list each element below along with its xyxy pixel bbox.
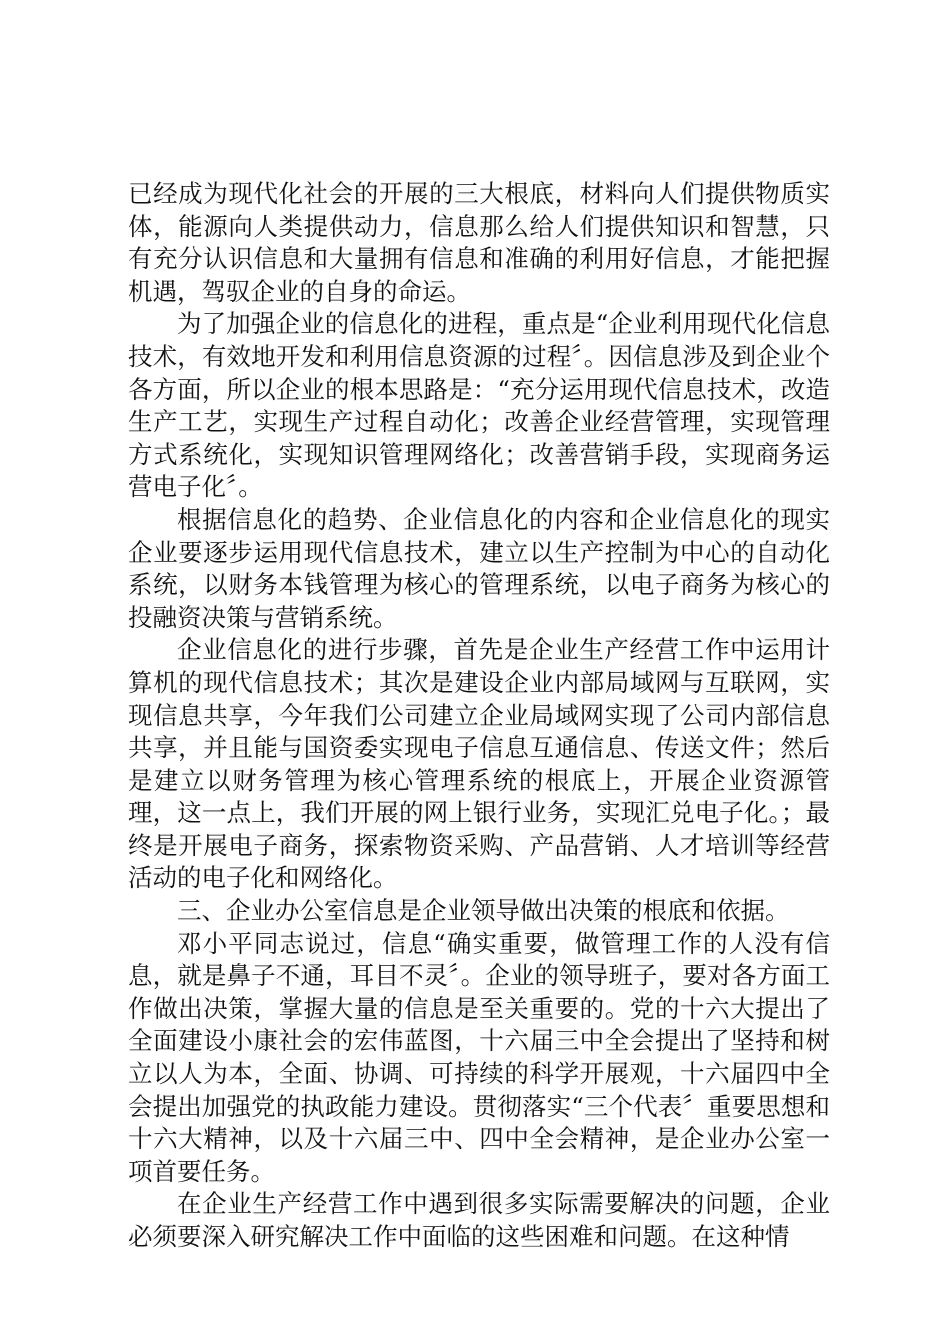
paragraph-continuation: 已经成为现代化社会的开展的三大根底，材料向人们提供物质实体，能源向人类提供动力，信息那么给人们提供知识和智慧，只有充分认识信息和大量拥有信息和准确的利用好信息，才能把握机遇，驾驭企业的自身的命运。: [128, 179, 830, 306]
paragraph-practical-problems: 在企业生产经营工作中遇到很多实际需要解决的问题，企业必须要深入研究解决工作中面临的这些困难和问题。在这种情: [128, 1189, 830, 1251]
paragraph-deng-xiaoping-quote: 邓小平同志说过，信息“确实重要，做管理工作的人没有信息，就是鼻子不通，耳目不灵〞。企业的领导班子，要对各方面工作做出决策，掌握大量的信息是至关重要的。党的十六大提出了全面建设小康社会的宏伟蓝图，十六届三中全会提出了坚持和树立以人为本，全面、协调、可持续的科学开展观，十六届四中全会提出加强党的执政能力建设。贯彻落实“三个代表〞重要思想和十六大精神，以及十六届三中、四中全会精神，是企业办公室一项首要任务。: [128, 928, 830, 1186]
document-body: [128, 178, 830, 1254]
paragraph-informatization-process: 为了加强企业的信息化的进程，重点是“企业利用现代化信息技术，有效地开发和利用信息资源的过程〞。因信息涉及到企业个各方面，所以企业的根本思路是：“充分运用现代信息技术，改造生产工艺，实现生产过程自动化；改善企业经营管理，实现管理方式系统化，实现知识管理网络化；改善营销手段，实现商务运营电子化〞。: [128, 309, 830, 502]
paragraph-informatization-steps: 企业信息化的进行步骤，首先是企业生产经营工作中运用计算机的现代信息技术；其次是建设企业内部局域网与互联网，实现信息共享，今年我们公司建立企业局域网实现了公司内部信息共享，并且能与国资委实现电子信息互通信息、传送文件；然后是建立以财务管理为核心管理系统的根底上，开展企业资源管理，这一点上，我们开展的网上银行业务，实现汇兑电子化。；最终是开展电子商务，探索物资采购、产品营销、人才培训等经营活动的电子化和网络化。: [128, 635, 830, 893]
paragraph-informatization-trend: 根据信息化的趋势、企业信息化的内容和企业信息化的现实企业要逐步运用现代信息技术，建立以生产控制为中心的自动化系统，以财务本钱管理为核心的管理系统，以电子商务为核心的投融资决策与营销系统。: [128, 504, 830, 632]
section-heading-three: 三、企业办公室信息是企业领导做出决策的根底和依据。: [177, 896, 790, 926]
